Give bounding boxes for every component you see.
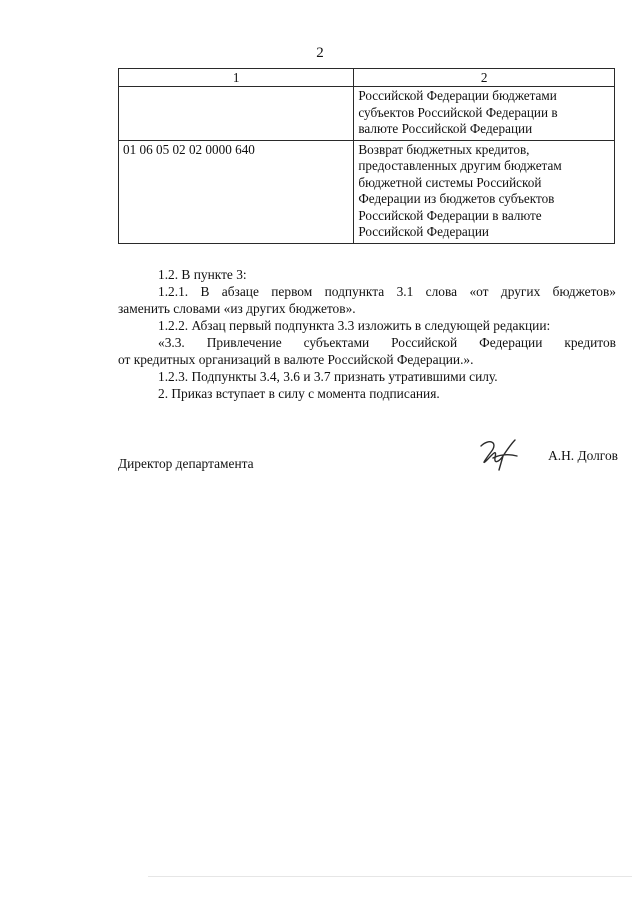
paragraph-line: 1.2.1. В абзаце первом подпункта 3.1 слова «от других бюджетов» — [158, 284, 616, 299]
description-line: валюте Российской Федерации — [358, 121, 533, 136]
page-number: 2 — [316, 45, 324, 61]
order-body — [118, 266, 616, 402]
table-row — [119, 140, 615, 243]
description-line: бюджетной системы Российской — [358, 174, 542, 190]
description-line: Российской Федерации в валюте — [358, 207, 542, 223]
paragraph-line: «3.3. Привлечение субъектами Российской Федерации кредитов — [158, 335, 616, 350]
budget-code-table — [118, 68, 615, 244]
description-line: Федерации из бюджетов субъектов — [358, 191, 555, 206]
paragraph-line: 1.2. В пункте 3: — [158, 267, 247, 282]
table-header-row — [119, 69, 615, 87]
paragraph — [118, 334, 616, 368]
description-line: субъектов Российской Федерации в — [358, 104, 558, 120]
table-header-cell: 2 — [354, 69, 615, 87]
paragraph-line: заменить словами «из других бюджетов». — [118, 301, 356, 316]
description-line: Российской Федерации бюджетами — [358, 88, 557, 103]
scan-edge-line — [148, 876, 632, 877]
description-line: предоставленных другим бюджетам — [358, 158, 562, 173]
table-header-cell: 1 — [119, 69, 354, 87]
budget-code-cell — [119, 87, 354, 141]
description-line: Возврат бюджетных кредитов, — [358, 141, 530, 157]
handwritten-signature — [473, 436, 523, 476]
description-cell — [354, 140, 615, 243]
table-row — [119, 87, 615, 141]
signer-title: Директор департамента — [118, 456, 254, 471]
description-line: Российской Федерации — [358, 224, 489, 239]
paragraph — [118, 368, 616, 385]
signer-name: А.Н. Долгов — [548, 448, 618, 463]
paragraph — [118, 283, 616, 317]
paragraph-line: 1.2.2. Абзац первый подпункта 3.3 изложить в следующей редакции: — [158, 318, 551, 333]
paragraph-line: от кредитных организаций в валюте Российской Федерации.». — [118, 352, 474, 367]
description-cell — [354, 87, 615, 141]
signature-block — [118, 448, 618, 488]
budget-code-cell: 01 06 05 02 02 0000 640 — [119, 140, 354, 243]
paragraph — [118, 266, 616, 283]
paragraph — [118, 317, 616, 334]
paragraph-line: 2. Приказ вступает в силу с момента подписания. — [158, 386, 440, 401]
paragraph-line: 1.2.3. Подпункты 3.4, 3.6 и 3.7 признать утратившими силу. — [158, 369, 498, 384]
paragraph — [118, 385, 616, 402]
